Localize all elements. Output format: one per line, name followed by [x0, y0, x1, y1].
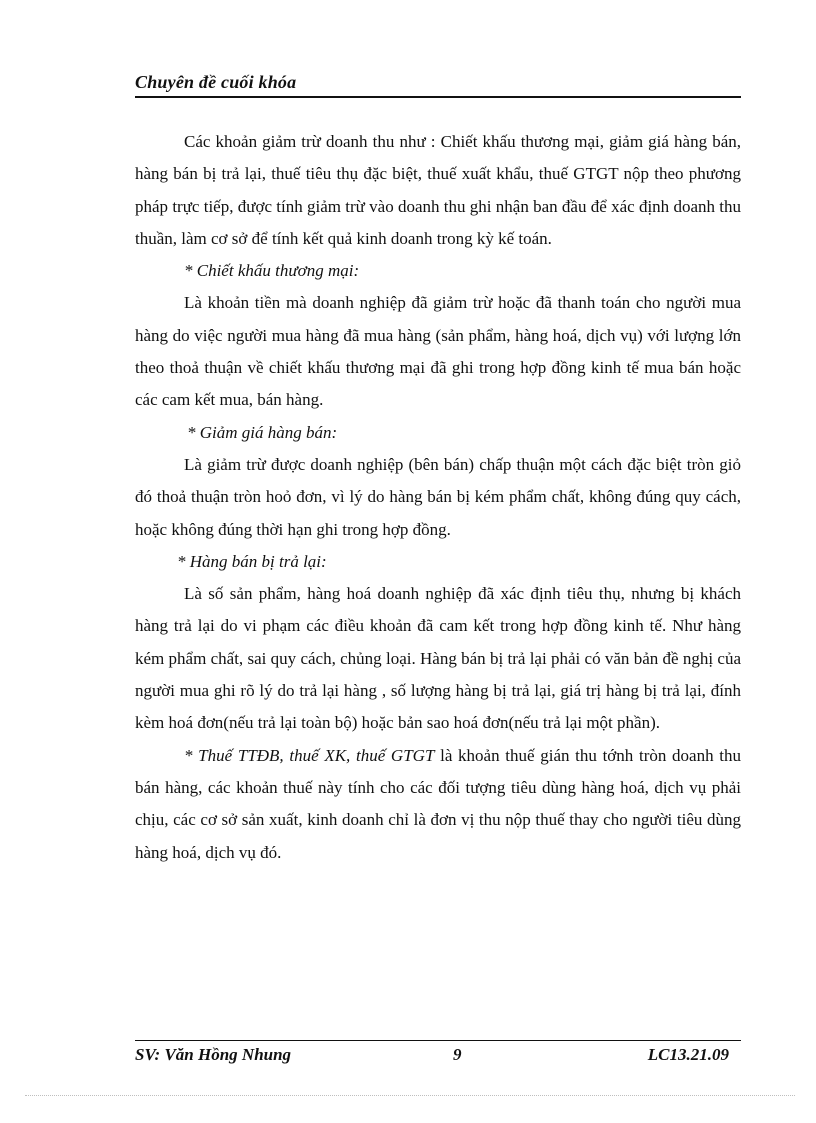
page-bottom-divider — [25, 1095, 795, 1096]
taxes-text: là khoản thuế gián thu tớnh tròn doanh thu bán hàng, các khoản thuế này tính cho các đối tượng tiêu dùng hàng hoá, dịch vụ phải chịu, các cơ sở sản xuất, kinh doanh chỉ là đơn vị thu nộp thuế thay cho người tiêu dùng hàng hoá, dịch vụ đó. — [135, 745, 741, 862]
footer-page-number: 9 — [453, 1045, 462, 1064]
footer-class-code: LC13.21.09 — [647, 1045, 729, 1064]
paragraph-taxes — [135, 740, 741, 869]
paragraph-revenue-deductions: Các khoản giảm trừ doanh thu như : Chiết khấu thương mại, giảm giá hàng bán, hàng bán bị trả lại, thuế tiêu thụ đặc biệt, thuế xuất khẩu, thuế GTGT nộp theo phương pháp trực tiếp, được tính giảm trừ vào doanh thu ghi nhận ban đầu để xác định doanh thu thuần, làm cơ sở để tính kết quả kinh doanh trong kỳ kế toán. — [135, 132, 741, 248]
header-title: Chuyên đề cuối khóa — [135, 72, 297, 92]
subheading-trade-discount: * Chiết khấu thương mại: — [184, 261, 360, 281]
body-text — [135, 126, 741, 869]
paragraph-sales-returns: Là số sản phẩm, hàng hoá doanh nghiệp đã xác định tiêu thụ, nhưng bị khách hàng trả lại do vi phạm các điều khoản đã cam kết trong hợp đồng kinh tế. Như hàng kém phẩm chất, sai quy cách, chủng loại. Hàng bán bị trả lại phải có văn bản đề nghị của người mua ghi rõ lý do trả lại hàng , số lượng hàng bị trả lại, giá trị hàng bị trả lại, đính kèm hoá đơn(nếu trả lại toàn bộ) hoặc bản sao hoá đơn(nếu trả lại một phần). — [135, 584, 741, 733]
page-header — [135, 72, 741, 98]
page-footer — [135, 1040, 741, 1069]
paragraph-trade-discount: Là khoản tiền mà doanh nghiệp đã giảm trừ hoặc đã thanh toán cho người mua hàng do việc người mua hàng đã mua hàng (sản phẩm, hàng hoá, dịch vụ) với lượng lớn theo thoả thuận về chiết khấu thương mại đã ghi trong hợp đồng kinh tế mua bán hoặc các cam kết mua, bán hàng. — [135, 293, 741, 410]
subheading-sales-returns: * Hàng bán bị trả lại: — [177, 551, 327, 571]
paragraph-sales-allowance: Là giảm trừ được doanh nghiệp (bên bán) chấp thuận một cách đặc biệt tròn giỏ đó thoả thuận tròn hoỏ đơn, vì lý do hàng bán bị kém phẩm chất, không đúng quy cách, hoặc không đúng thời hạn ghi trong hợp đồng. — [135, 454, 741, 539]
subheading-sales-allowance: * Giảm giá hàng bán: — [187, 422, 338, 442]
taxes-lead-in: * Thuế TTĐB, thuế XK, thuế GTGT — [184, 745, 435, 765]
footer-student-name: SV: Văn Hồng Nhung — [135, 1045, 292, 1064]
